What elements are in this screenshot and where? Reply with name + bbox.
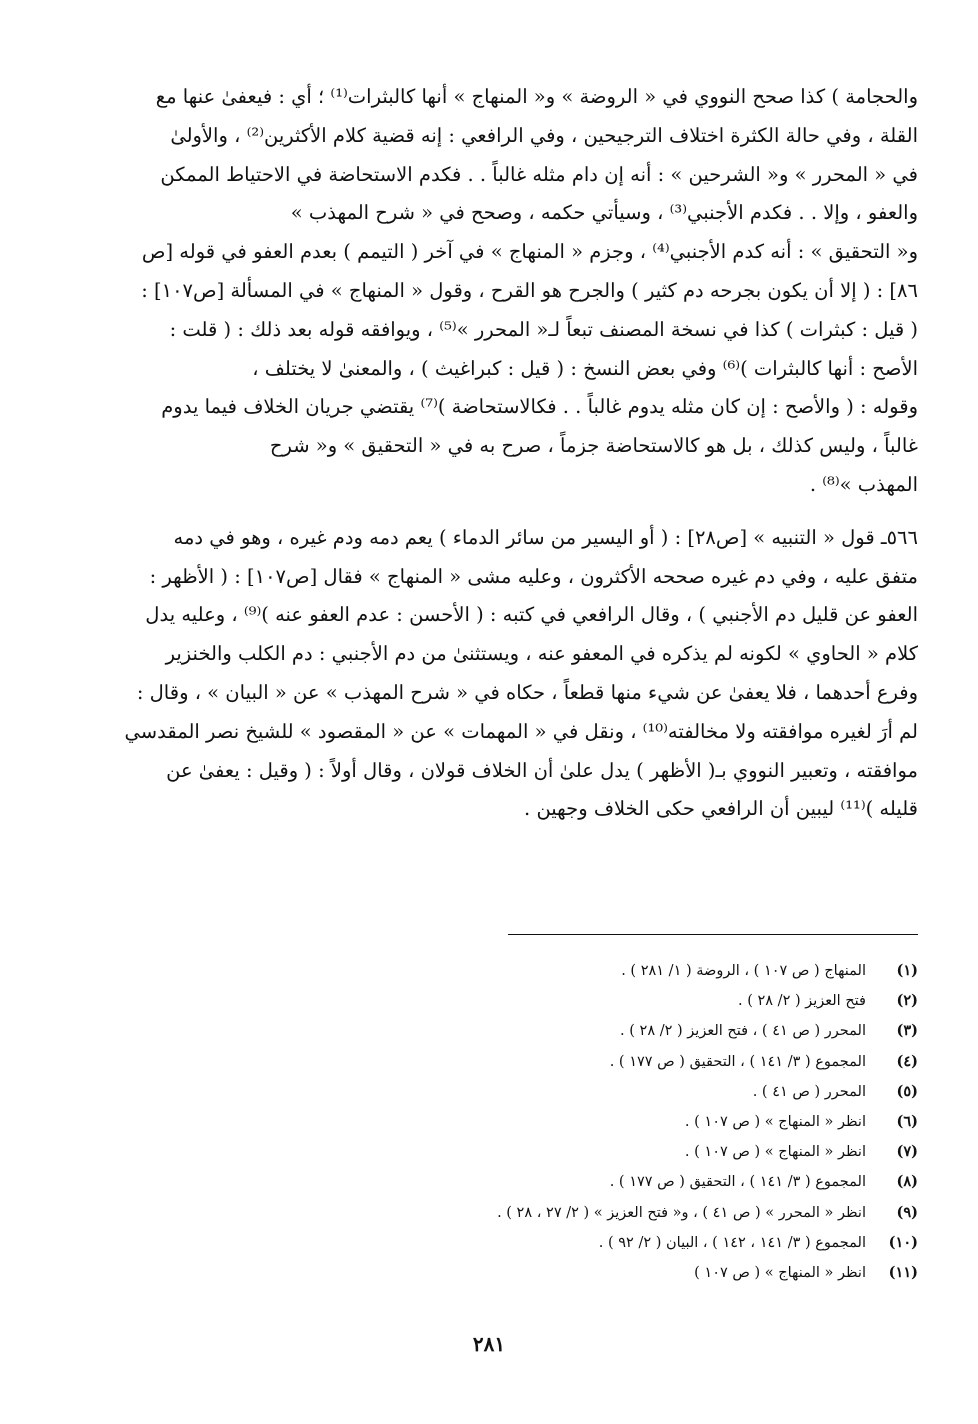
footnote xyxy=(158,1228,918,1258)
text-line: والعفو ، وإلا . . فكدم الأجنبي⁽³⁾ ، وسيأتي حكمه ، وصحح في « شرح المهذب » xyxy=(290,201,918,225)
footnote xyxy=(158,1047,918,1077)
footnote-text: المجموع ( ٣/ ١٤١ ) ، التحقيق ( ص ١٧٧ ) . xyxy=(609,1053,866,1070)
text-line: وفرع أحدهما ، فلا يعفىٰ عن شيء منها قطعاً ، حكاه في « شرح المهذب » عن « البيان » ، وقال : xyxy=(136,680,918,704)
text-line: في « المحرر » و« الشرحين » : أنه إن دام مثله غالباً . . فكدم الاستحاضة في الاحتياط الممكن xyxy=(160,162,918,186)
footnote-number: (٨) xyxy=(896,1173,918,1191)
footnote-number: (١) xyxy=(896,962,918,979)
footnote-number: (٧) xyxy=(896,1143,918,1161)
text-line: و« التحقيق » : أنه كدم الأجنبي⁽⁴⁾ ، وجزم « المنهاج » في آخر ( التيمم ) بعدم العفو في قوله [ص xyxy=(141,240,918,264)
footnote-divider xyxy=(508,934,918,935)
text-line: ٥٦٦ـ قول « التنبيه » [ص٢٨] : ( أو اليسير من سائر الدماء ) يعم دمه ودم غيره ، وهو في دمه xyxy=(173,525,918,549)
footnote-text: المجموع ( ٣/ ١٤١ ، ١٤٢ ) ، البيان ( ٢/ ٩٢ ) . xyxy=(598,1234,866,1251)
footnote-text: انظر « المحرر » ( ص ٤١ ) ، و« فتح العزيز » ( ٢/ ٢٧ ، ٢٨ ) . xyxy=(497,1204,866,1221)
footnote-text: المنهاج ( ص ١٠٧ ) ، الروضة ( ١/ ٢٨١ ) . xyxy=(621,963,866,979)
footnote xyxy=(158,1077,918,1107)
footnotes xyxy=(158,956,918,1288)
footnote xyxy=(158,956,918,986)
footnote xyxy=(158,1167,918,1197)
text-line: ( قيل : كبثرات ) كذا في نسخة المصنف تبعاً لـ« المحرر »⁽⁵⁾ ، ويوافقه قوله بعد ذلك : ( قلت : xyxy=(169,317,918,341)
text-line: والحجامة ) كذا صحح النووي في « الروضة » و« المنهاج » أنها كالبثرات⁽¹⁾ ؛ أي : فيعفىٰ عنها مع xyxy=(155,85,918,108)
text-line: متفق عليه ، وفي دم غيره صححه الأكثرون ، وعليه مشى « المنهاج » فقال [ص١٠٧] : ( الأظهر : xyxy=(149,564,918,588)
footnote-text: المحرر ( ص ٤١ ) . xyxy=(752,1083,866,1100)
footnote-number: (١٠) xyxy=(888,1233,918,1251)
text-line: ٨٦] : ( إلا أن يكون بجرحه دم كثير ) والجرح هو القرح ، وقول « المنهاج » في المسألة [ص١٠٧] : xyxy=(141,278,918,302)
footnote xyxy=(158,1198,918,1228)
footnote-text: المجموع ( ٣/ ١٤١ ) ، التحقيق ( ص ١٧٧ ) . xyxy=(609,1174,866,1191)
text-line: موافقته ، وتعبير النووي بـ( الأظهر ) يدل علىٰ أن الخلاف قولان ، وقال أولاً : ( وقيل : يعفىٰ عن xyxy=(166,758,918,782)
text-line: قليله )⁽¹¹⁾ ليبين أن الرافعي حكى الخلاف وجهين . xyxy=(524,797,918,821)
footnote xyxy=(158,1107,918,1137)
footnote-text: فتح العزيز ( ٢/ ٢٨ ) . xyxy=(738,993,866,1010)
text-line: لم أرَ لغيره موافقته ولا مخالفته⁽¹⁰⁾ ، ونقل في « المهمات » عن « المقصود » للشيخ نصر المقدسي xyxy=(124,719,918,743)
main-text xyxy=(95,78,918,829)
text-line: القلة ، وفي حالة الكثرة اختلاف الترجيحين ، وفي الرافعي : إنه قضية كلام الأكثرين⁽²⁾ ، والأولىٰ xyxy=(170,123,918,147)
footnote-number: (١١) xyxy=(888,1264,918,1282)
footnote xyxy=(158,1258,918,1288)
footnote-number: (٣) xyxy=(896,1022,918,1040)
text-line: كلام « الحاوي » لكونه لم يذكره في المعفو عنه ، ويستثنىٰ من دم الأجنبي : دم الكلب والخنزير xyxy=(165,642,918,666)
footnote xyxy=(158,1137,918,1167)
footnote-number: (٤) xyxy=(896,1052,918,1070)
footnote-text: انظر « المنهاج » ( ص ١٠٧ ) xyxy=(694,1265,866,1282)
footnote xyxy=(158,986,918,1016)
text-line: وقوله : ( والأصح : إن كان مثله يدوم غالباً . . فكالاستحاضة )⁽⁷⁾ يقتضي جريان الخلاف فيما يدوم xyxy=(161,395,918,419)
text-line: الأصح : أنها كالبثرات )⁽⁶⁾ وفي بعض النسخ : ( قيل : كبراغيث ) ، والمعنىٰ لا يختلف ، xyxy=(252,356,918,380)
footnote-number: (٢) xyxy=(896,992,918,1010)
footnote xyxy=(158,1016,918,1046)
footnote-number: (٦) xyxy=(896,1113,918,1131)
paragraph-1 xyxy=(95,78,918,505)
footnote-number: (٥) xyxy=(896,1082,918,1100)
text-line: غالباً ، وليس كذلك ، بل هو كالاستحاضة جزماً ، صرح به في « التحقيق » و« شرح xyxy=(269,434,918,458)
footnote-text: انظر « المنهاج » ( ص ١٠٧ ) . xyxy=(684,1114,866,1131)
text-line: المهذب »⁽⁸⁾ . xyxy=(809,472,918,496)
footnote-text: المحرر ( ص ٤١ ) ، فتح العزيز ( ٢/ ٢٨ ) . xyxy=(620,1023,866,1040)
paragraph-2 xyxy=(95,519,918,829)
page-number: ٢٨١ xyxy=(472,1332,506,1356)
footnote-number: (٩) xyxy=(896,1203,918,1221)
footnote-text: انظر « المنهاج » ( ص ١٠٧ ) . xyxy=(684,1144,866,1161)
text-line: العفو عن قليل دم الأجنبي ) ، وقال الرافعي في كتبه : ( الأحسن : عدم العفو عنه )⁽⁹⁾ ، وعليه يدل xyxy=(145,603,918,627)
